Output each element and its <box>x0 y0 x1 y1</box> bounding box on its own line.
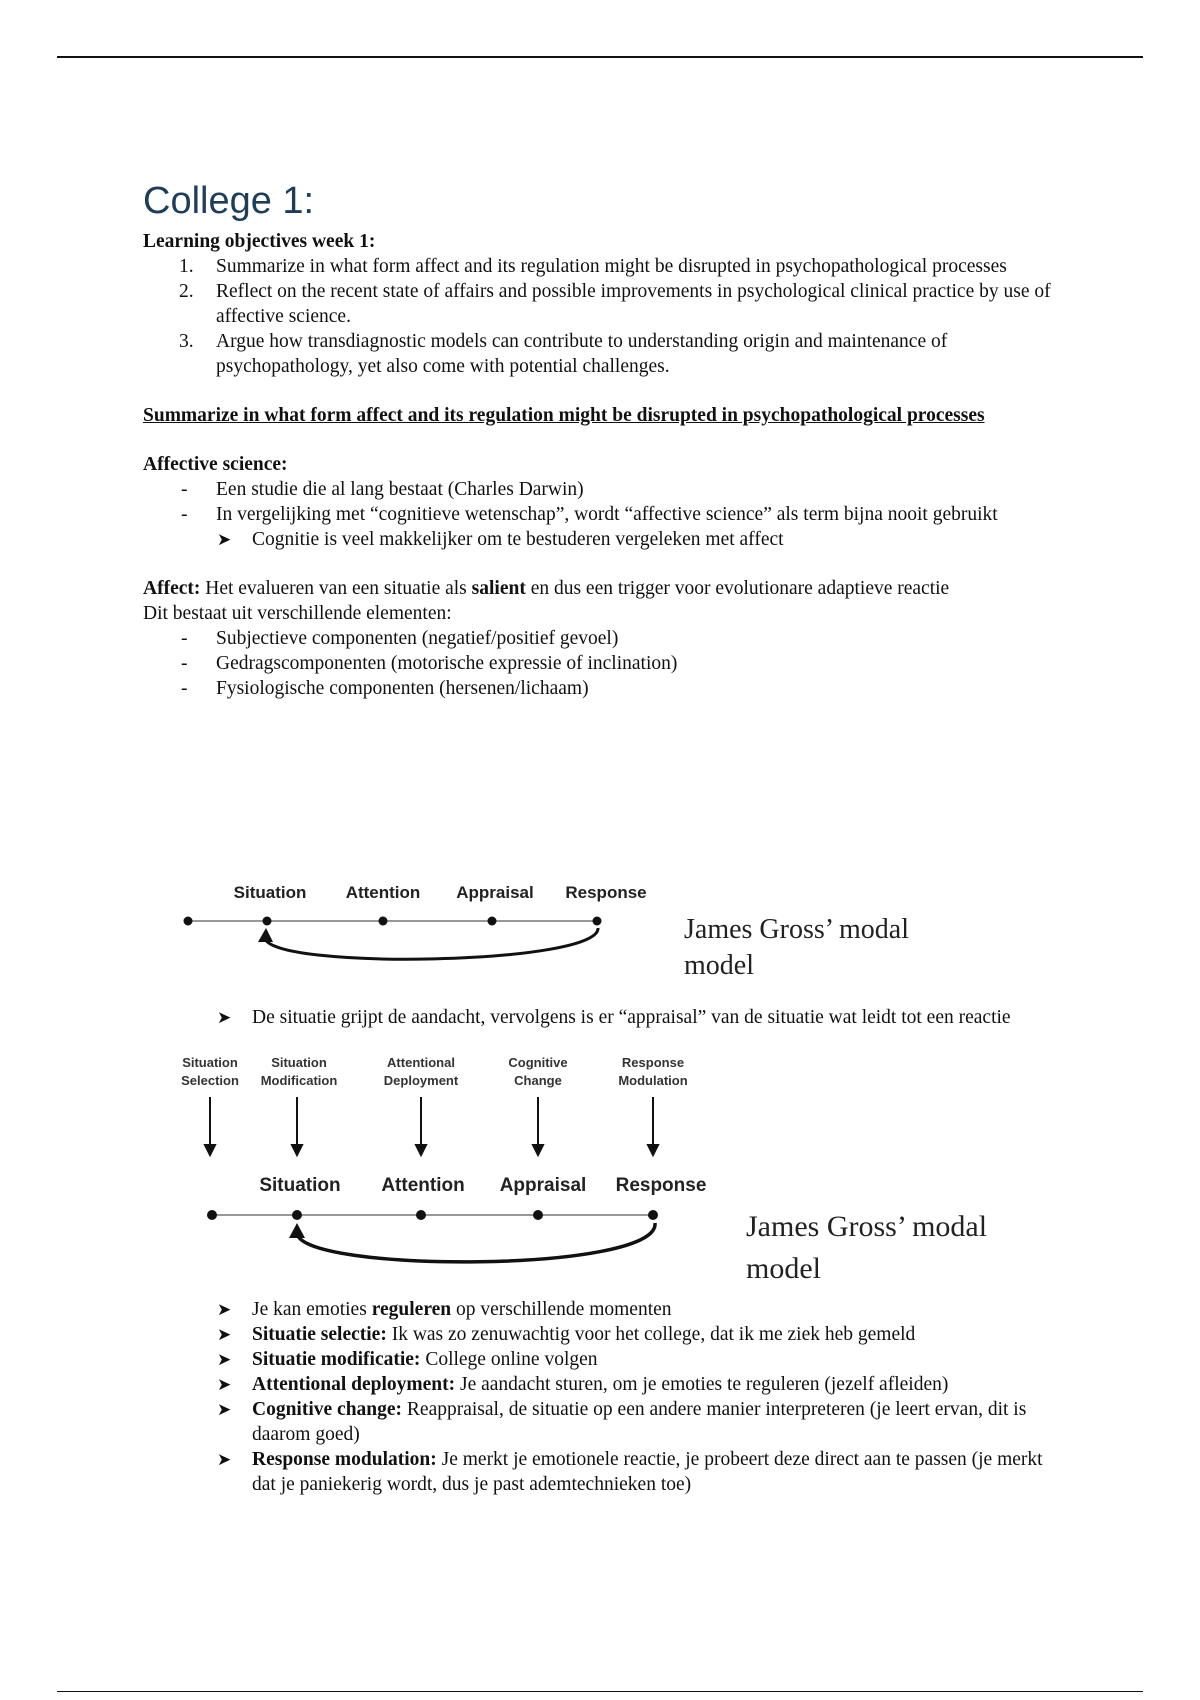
top-rule <box>57 56 1143 58</box>
timeline-start-dot <box>184 917 193 926</box>
list-item: ➤ Situatie modificatie: College online volgen <box>217 1349 598 1370</box>
objectives-list <box>143 254 1063 379</box>
arrow-bullet-icon: ➤ <box>217 1008 232 1027</box>
stage-label: Situation <box>233 883 307 902</box>
strategy-label: Response <box>621 1055 685 1070</box>
list-item: ➤ Cognitive change: Reappraisal, de situatie op een andere manier interpreteren (je leert ervan, dit is daarom goed) <box>217 1399 1027 1445</box>
bottom-rule <box>57 1691 1143 1692</box>
affect-elements-intro: Dit bestaat uit verschillende elementen: <box>143 603 452 624</box>
arrow-bullet-icon: ➤ <box>217 1375 232 1394</box>
list-item: - Fysiologische componenten (hersenen/lichaam) <box>181 678 589 699</box>
objectives-heading: Learning objectives week 1: <box>143 231 376 252</box>
stage-dot <box>488 917 497 926</box>
affective-science-heading: Affective science: <box>143 454 288 475</box>
stage-label: Response <box>565 883 647 902</box>
stage-dot <box>416 1210 426 1220</box>
arrow-bullet-icon: ➤ <box>217 1300 232 1319</box>
strategy-label: Modification <box>260 1073 338 1088</box>
stage-label: Situation <box>259 1175 341 1196</box>
strategy-label: Deployment <box>383 1073 459 1088</box>
stage-dot <box>292 1210 302 1220</box>
list-item: 3. Argue how transdiagnostic models can contribute to understanding origin and maintenance of psychopathology, yet also come with potential challenges. <box>179 331 948 377</box>
list-item: 1. Summarize in what form affect and its regulation might be disrupted in psychopathological processes <box>179 256 1007 277</box>
stage-dot <box>533 1210 543 1220</box>
stage-label: Response <box>615 1175 707 1196</box>
stage-dot <box>648 1210 658 1220</box>
feedback-arrowhead <box>258 928 273 942</box>
stage-dot <box>379 917 388 926</box>
timeline-start-dot <box>207 1210 217 1220</box>
strategy-label: Change <box>514 1073 562 1088</box>
list-item: ➤ Attentional deployment: Je aandacht sturen, om je emoties te reguleren (jezelf afleiden) <box>217 1374 949 1395</box>
document-body <box>143 178 1063 701</box>
modal-model-diagram-1 <box>0 870 1200 985</box>
stage-dot <box>593 917 602 926</box>
stage-dot <box>263 917 272 926</box>
feedback-arrow <box>297 1223 655 1262</box>
stage-label: Appraisal <box>456 883 534 902</box>
arrow-bullet-icon: ➤ <box>217 1450 232 1469</box>
stage-label: Appraisal <box>499 1175 587 1196</box>
diagram-note-block <box>143 1005 1063 1030</box>
stage-label: Attention <box>345 883 421 902</box>
diagram-caption: model <box>684 950 754 981</box>
list-item: - Subjectieve componenten (negatief/positief gevoel) <box>181 628 619 649</box>
diagram-caption: James Gross’ modal <box>684 914 909 945</box>
list-item: - Gedragscomponenten (motorische expressie of inclination) <box>181 653 678 674</box>
strategy-label: Situation <box>182 1055 238 1070</box>
list-item: - In vergelijking met “cognitieve wetenschap”, wordt “affective science” als term bijna nooit gebruikt <box>181 504 998 525</box>
page-title: College 1: <box>143 180 315 222</box>
strategy-label: Selection <box>181 1073 239 1088</box>
arrow-bullet-icon: ➤ <box>217 530 232 549</box>
list-item: ➤ Situatie selectie: Ik was zo zenuwachtig voor het college, dat ik me ziek heb gemeld <box>217 1324 916 1345</box>
arrow-bullet-icon: ➤ <box>217 1400 232 1419</box>
strategy-label: Modulation <box>618 1073 688 1088</box>
list-item: 2. Reflect on the recent state of affairs and possible improvements in psychological clinical practice by use of affective science. <box>179 281 1051 327</box>
diagram-caption: model <box>746 1252 821 1285</box>
list-item: - Een studie die al lang bestaat (Charles Darwin) <box>181 479 584 500</box>
strategy-label: Attentional <box>387 1055 455 1070</box>
arrow-bullet-icon: ➤ <box>217 1325 232 1344</box>
modal-model-diagram-2 <box>0 1055 1200 1295</box>
list-item: ➤ Je kan emoties reguleren op verschillende momenten <box>217 1299 672 1320</box>
strategy-arrows <box>205 1097 658 1155</box>
stage-label: Attention <box>381 1175 465 1196</box>
arrow-bullet-icon: ➤ <box>217 1350 232 1369</box>
affect-definition: Affect: Het evalueren van een situatie als salient en dus een trigger voor evolutionare adaptieve reactie <box>143 578 950 599</box>
strategy-label: Cognitive <box>508 1055 568 1070</box>
feedback-arrowhead <box>289 1223 305 1238</box>
list-item: ➤ De situatie grijpt de aandacht, vervolgens is er “appraisal” van de situatie wat leidt tot een reactie <box>217 1007 1011 1028</box>
section-heading: Summarize in what form affect and its regulation might be disrupted in psychopathological processes <box>143 405 985 426</box>
list-item: ➤ Response modulation: Je merkt je emotionele reactie, je probeert deze direct aan te passen (je merkt dat je paniekerig wordt, dus je past ademtechnieken toe) <box>217 1449 1043 1495</box>
feedback-arrow <box>265 928 598 959</box>
list-item: ➤ Cognitie is veel makkelijker om te bestuderen vergeleken met affect <box>217 529 784 550</box>
strategy-label: Situation <box>271 1055 327 1070</box>
regulation-list <box>143 1297 1063 1497</box>
diagram-caption: James Gross’ modal <box>746 1210 988 1243</box>
